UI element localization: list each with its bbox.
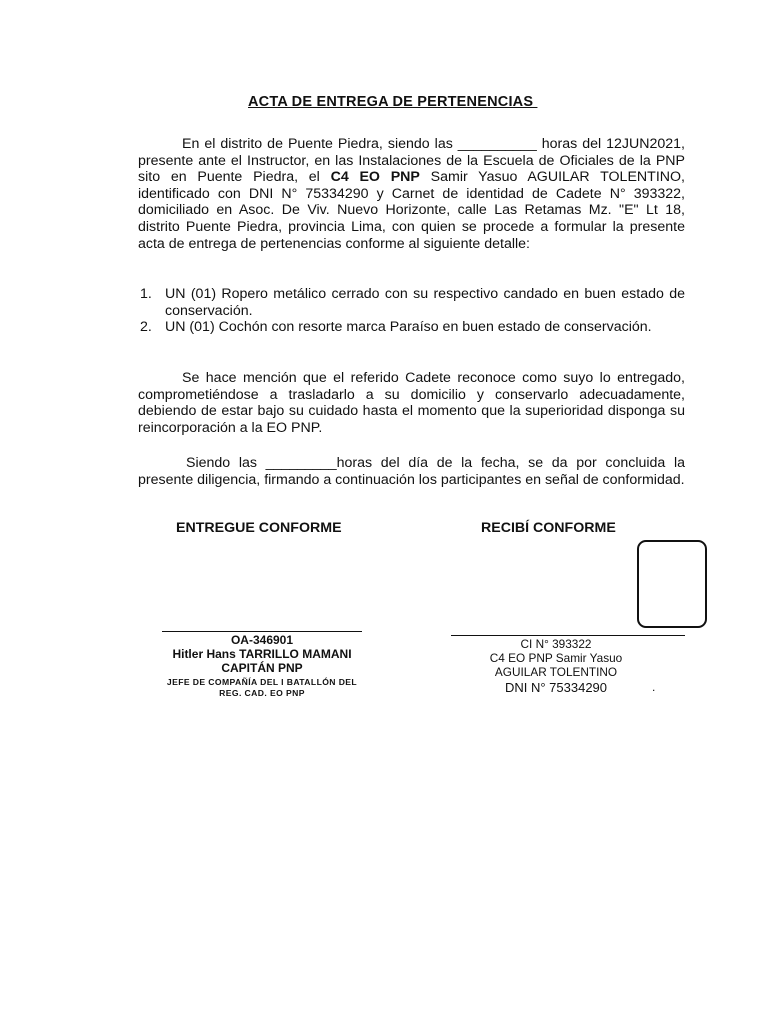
receiver-signature-block [452,637,660,696]
cadet-ci: CI N° 393322 [520,637,592,651]
cadet-dni: DNI N° 75334290 [504,679,608,695]
intro-text-start: En el distrito de Puente Piedra, siendo las __________ horas del 12JUN2021, presente ante el Instructor, en las Instalaciones de la Escuela de Oficiales de la PNP sito en Puente Piedra, el [138,136,685,186]
intro-rank-bold: C4 EO PNP [330,169,420,186]
list-item-number: 1. [140,286,152,302]
trailing-mark: . [652,680,656,694]
deliverer-signature-block [140,633,384,699]
received-heading: RECIBÍ CONFORME [481,520,616,536]
list-item-text: UN (01) Cochón con resorte marca Paraíso en buen estado de conservación. [165,319,652,336]
cadet-rank-name: C4 EO PNP Samir Yasuo [489,651,623,666]
items-list [138,286,685,336]
officer-code: OA-346901 [230,633,294,647]
officer-position-line2: REG. CAD. EO PNP [219,688,305,698]
cadet-surname: AGUILAR TOLENTINO [494,665,618,680]
intro-text-end: Samir Yasuo AGUILAR TOLENTINO, identificado con DNI N° 75334290 y Carnet de identidad de Cadete N° 393322, domiciliado en Asoc. De Viv. Nuevo Horizonte, calle Las Retamas Mz. "E" Lt 18, distrito Puente Piedra, provincia Lima, con quien se procede a formular la presente acta de entrega de pertenencias conforme al siguiente detalle: [138,169,685,252]
intro-paragraph [138,136,685,252]
document-title: ACTA DE ENTREGA DE PERTENENCIAS [248,94,538,110]
left-signature-line [162,631,362,632]
list-item [138,319,685,336]
mention-paragraph: Se hace mención que el referido Cadete reconoce como suyo lo entregado, comprometiéndose a trasladarlo a su domicilio y conservarlo adecuadamente, debiendo de estar bajo su cuidado hasta el momento que la superioridad disponga su reincorporación a la EO PNP. [138,370,685,436]
closing-paragraph: Siendo las _________horas del día de la fecha, se da por concluida la presente diligencia, firmando a continuación los participantes en señal de conformidad. [138,455,685,488]
fingerprint-box [637,540,707,628]
list-item-text: UN (01) Ropero metálico cerrado con su respectivo candado en buen estado de conservación. [165,286,685,319]
list-item-number: 2. [140,319,152,336]
officer-rank: CAPITÁN PNP [221,661,303,675]
right-signature-line [451,635,685,636]
list-item [138,286,685,319]
officer-position-line1: JEFE DE COMPAÑÍA DEL I BATALLÓN DEL [166,677,358,687]
officer-name: Hitler Hans TARRILLO MAMANI [172,647,352,661]
delivered-heading: ENTREGUE CONFORME [176,520,342,536]
